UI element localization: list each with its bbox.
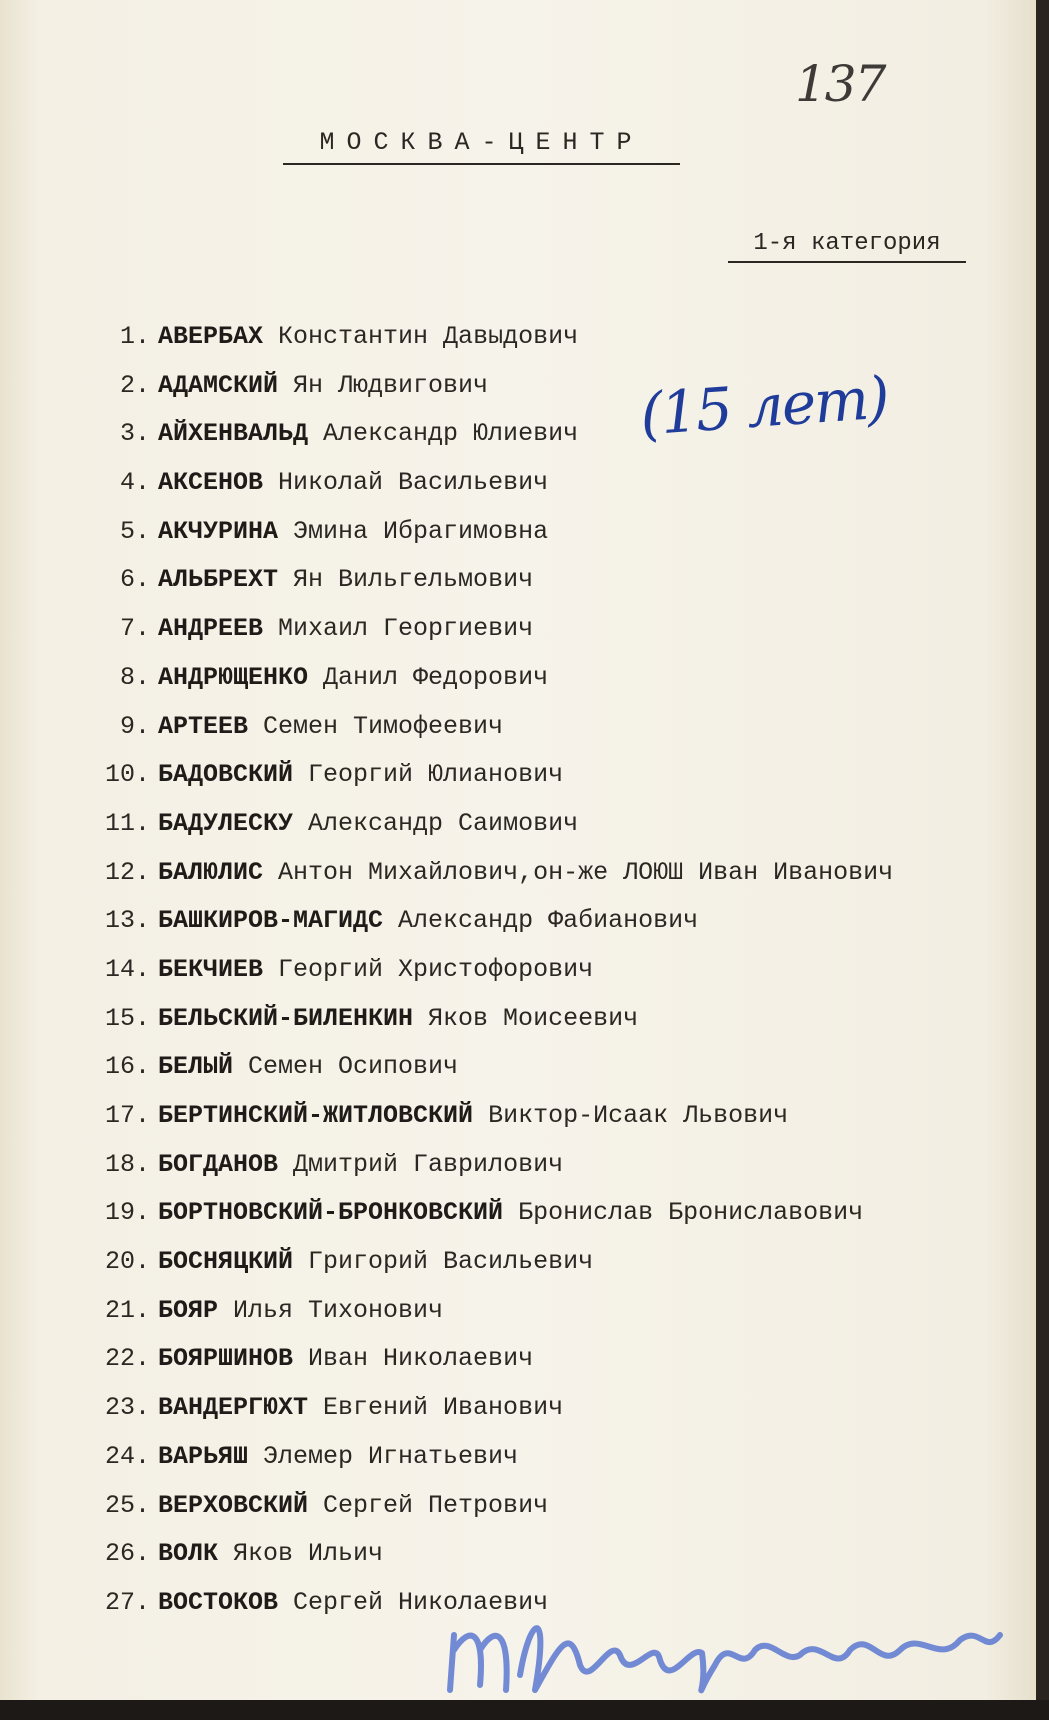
- item-surname: ВОЛК: [158, 1539, 219, 1569]
- item-number: 3.: [119, 419, 150, 449]
- item-number: 17.: [104, 1101, 150, 1130]
- scan-edge-bottom: [0, 1700, 1049, 1720]
- item-surname: АДАМСКИЙ: [158, 370, 279, 400]
- item-surname: БОЯР: [158, 1295, 219, 1325]
- item-surname: БЕЛЬСКИЙ-БИЛЕНКИН: [158, 1003, 414, 1033]
- item-given-names: Семен Осипович: [248, 1052, 459, 1082]
- item-surname: БЕКЧИЕВ: [158, 954, 264, 984]
- item-given-names: Виктор-Исаак Львович: [488, 1101, 789, 1130]
- folio-number: 137: [795, 55, 885, 113]
- item-given-names: Сергей Николаевич: [293, 1587, 549, 1617]
- item-number: 8.: [119, 662, 150, 692]
- item-number: 12.: [104, 857, 150, 887]
- item-surname: БЕЛЫЙ: [158, 1052, 234, 1082]
- list-item: [90, 565, 893, 614]
- list-item: [90, 1296, 893, 1345]
- item-given-names: Ян Людвигович: [293, 370, 489, 400]
- item-number: 2.: [119, 370, 150, 400]
- list-item: [90, 517, 893, 566]
- list-item: [90, 1150, 893, 1199]
- list-item: [90, 858, 893, 907]
- item-number: 18.: [104, 1149, 150, 1179]
- list-item: [90, 712, 893, 761]
- list-item: [90, 468, 893, 517]
- name-list: [90, 322, 893, 1637]
- item-number: 16.: [104, 1052, 150, 1082]
- item-number: 11.: [104, 808, 150, 838]
- item-given-names: Семен Тимофеевич: [263, 711, 504, 741]
- category-heading: 1-я категория: [728, 230, 966, 263]
- item-surname: ВОСТОКОВ: [158, 1587, 279, 1617]
- item-number: 10.: [104, 760, 150, 790]
- list-item: [90, 1052, 893, 1101]
- item-number: 19.: [104, 1198, 150, 1228]
- item-surname: БЕРТИНСКИЙ-ЖИТЛОВСКИЙ: [158, 1101, 474, 1130]
- item-surname: БОРТНОВСКИЙ-БРОНКОВСКИЙ: [158, 1198, 504, 1228]
- list-item: [90, 322, 893, 371]
- list-item: [90, 1442, 893, 1491]
- item-given-names: Александр Фабианович: [398, 906, 699, 936]
- list-item: [90, 614, 893, 663]
- item-surname: АЛЬБРЕХТ: [158, 565, 279, 595]
- item-given-names: Илья Тихонович: [233, 1295, 444, 1325]
- signature-mark: [440, 1595, 1010, 1705]
- item-surname: ВЕРХОВСКИЙ: [158, 1490, 309, 1520]
- item-given-names: Михаил Георгиевич: [278, 614, 534, 644]
- item-number: 22.: [104, 1344, 150, 1374]
- item-surname: БОГДАНОВ: [158, 1149, 279, 1179]
- item-given-names: Яков Ильич: [233, 1539, 384, 1569]
- handwritten-note: (15 лет): [637, 363, 890, 449]
- item-given-names: Николай Васильевич: [278, 468, 549, 498]
- list-item: [90, 1004, 893, 1053]
- item-number: 23.: [104, 1393, 150, 1423]
- item-surname: АРТЕЕВ: [158, 711, 249, 741]
- item-number: 7.: [119, 614, 150, 644]
- list-item: [90, 809, 893, 858]
- item-surname: АНДРЕЕВ: [158, 614, 264, 644]
- item-given-names: Ян Вильгельмович: [293, 565, 534, 595]
- list-item: [90, 906, 893, 955]
- list-item: [90, 1101, 893, 1150]
- item-number: 15.: [104, 1003, 150, 1033]
- item-number: 13.: [104, 906, 150, 936]
- item-given-names: Данил Федорович: [323, 662, 549, 692]
- item-given-names: Сергей Петрович: [323, 1490, 549, 1520]
- scan-edge-right: [1036, 0, 1049, 1720]
- item-surname: ВАНДЕРГЮХТ: [158, 1393, 309, 1423]
- item-given-names: Эмина Ибрагимовна: [293, 516, 549, 546]
- item-surname: БОСНЯЦКИЙ: [158, 1247, 294, 1277]
- item-surname: БОЯРШИНОВ: [158, 1344, 294, 1374]
- item-given-names: Антон Михайлович,он-же ЛОЮШ Иван Иванович: [278, 857, 894, 887]
- item-number: 4.: [119, 468, 150, 498]
- list-item: [90, 1539, 893, 1588]
- item-number: 9.: [119, 711, 150, 741]
- item-number: 26.: [104, 1539, 150, 1569]
- item-number: 21.: [104, 1295, 150, 1325]
- item-surname: АКЧУРИНА: [158, 516, 279, 546]
- item-surname: ВАРЬЯШ: [158, 1441, 249, 1471]
- item-surname: АВЕРБАХ: [158, 322, 264, 351]
- list-item: [90, 1198, 893, 1247]
- item-surname: АЙХЕНВАЛЬД: [158, 419, 309, 449]
- item-given-names: Георгий Юлианович: [308, 760, 564, 790]
- item-given-names: Григорий Васильевич: [308, 1247, 594, 1277]
- item-number: 20.: [104, 1247, 150, 1277]
- list-item: [90, 760, 893, 809]
- item-given-names: Евгений Иванович: [323, 1393, 564, 1423]
- item-number: 25.: [104, 1490, 150, 1520]
- item-surname: БАЛЮЛИС: [158, 857, 264, 887]
- item-given-names: Александр Юлиевич: [323, 419, 579, 449]
- item-given-names: Дмитрий Гаврилович: [293, 1149, 564, 1179]
- list-item: [90, 1491, 893, 1540]
- item-given-names: Элемер Игнатьевич: [263, 1441, 519, 1471]
- item-given-names: Яков Моисеевич: [428, 1003, 639, 1033]
- item-given-names: Бронислав Брониславович: [518, 1198, 864, 1228]
- item-given-names: Георгий Христофорович: [278, 954, 594, 984]
- item-surname: АНДРЮЩЕНКО: [158, 662, 309, 692]
- item-number: 14.: [104, 954, 150, 984]
- item-number: 27.: [104, 1587, 150, 1617]
- list-item: [90, 955, 893, 1004]
- item-surname: БАДОВСКИЙ: [158, 760, 294, 790]
- list-item: [90, 1393, 893, 1442]
- item-number: 1.: [119, 322, 150, 351]
- item-given-names: Александр Саимович: [308, 808, 579, 838]
- list-item: [90, 1247, 893, 1296]
- item-surname: БАШКИРОВ-МАГИДС: [158, 906, 384, 936]
- item-surname: БАДУЛЕСКУ: [158, 808, 294, 838]
- item-surname: АКСЕНОВ: [158, 468, 264, 498]
- item-given-names: Константин Давыдович: [278, 322, 579, 351]
- item-given-names: Иван Николаевич: [308, 1344, 534, 1374]
- item-number: 5.: [119, 516, 150, 546]
- item-number: 6.: [119, 565, 150, 595]
- list-item: [90, 1344, 893, 1393]
- list-item: [90, 663, 893, 712]
- document-title: МОСКВА-ЦЕНТР: [283, 128, 680, 165]
- item-number: 24.: [104, 1441, 150, 1471]
